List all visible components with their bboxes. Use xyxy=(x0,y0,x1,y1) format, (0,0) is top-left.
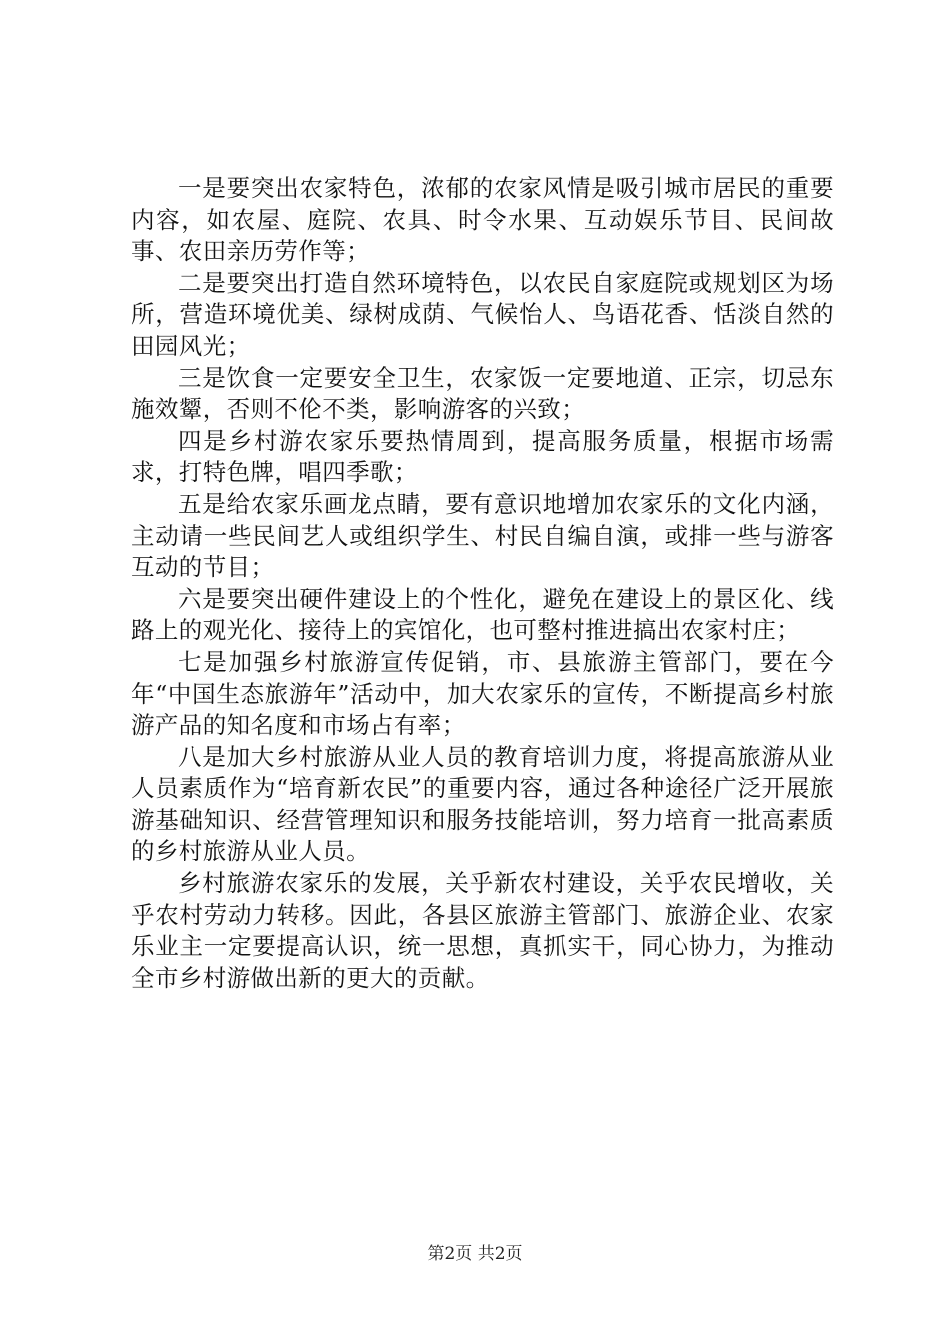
page-number-label: 第2页 共2页 xyxy=(427,1244,523,1264)
page-footer xyxy=(0,1244,950,1264)
paragraph-4: 四是乡村游农家乐要热情周到，提高服务质量，根据市场需求，打特色牌，唱四季歌； xyxy=(131,426,834,487)
paragraph-2: 二是要突出打造自然环境特色，以农民自家庭院或规划区为场所，营造环境优美、绿树成荫、气候怡人、鸟语花香、恬淡自然的田园风光； xyxy=(131,268,834,360)
paragraph-7: 七是加强乡村旅游宣传促销，市、县旅游主管部门，要在今年“中国生态旅游年”活动中，加大农家乐的宣传，不断提高乡村旅游产品的知名度和市场占有率； xyxy=(131,647,834,740)
document-body xyxy=(131,173,834,994)
paragraph-6: 六是要突出硬件建设上的个性化，避免在建设上的景区化、线路上的观光化、接待上的宾馆化，也可整村推进搞出农家村庄； xyxy=(131,584,834,645)
paragraph-5: 五是给农家乐画龙点睛，要有意识地增加农家乐的文化内涵，主动请一些民间艺人或组织学生、村民自编自演，或排一些与游客互动的节目； xyxy=(131,489,834,582)
paragraph-8: 八是加大乡村旅游从业人员的教育培训力度，将提高旅游从业人员素质作为“培育新农民”的重要内容，通过各种途径广泛开展旅游基础知识、经营管理知识和服务技能培训，努力培育一批高素质的乡村旅游从业人员。 xyxy=(131,742,834,866)
paragraph-9: 乡村旅游农家乐的发展，关乎新农村建设，关乎农民增收，关乎农村劳动力转移。因此，各县区旅游主管部门、旅游企业、农家乐业主一定要提高认识，统一思想，真抓实干，同心协力，为推动全市乡村游做出新的更大的贡献。 xyxy=(131,869,834,992)
paragraph-3: 三是饮食一定要安全卫生，农家饭一定要地道、正宗，切忌东施效颦，否则不伦不类，影响游客的兴致； xyxy=(131,363,834,424)
paragraph-1: 一是要突出农家特色，浓郁的农家风情是吸引城市居民的重要内容，如农屋、庭院、农具、时令水果、互动娱乐节目、民间故事、农田亲历劳作等； xyxy=(131,174,834,266)
